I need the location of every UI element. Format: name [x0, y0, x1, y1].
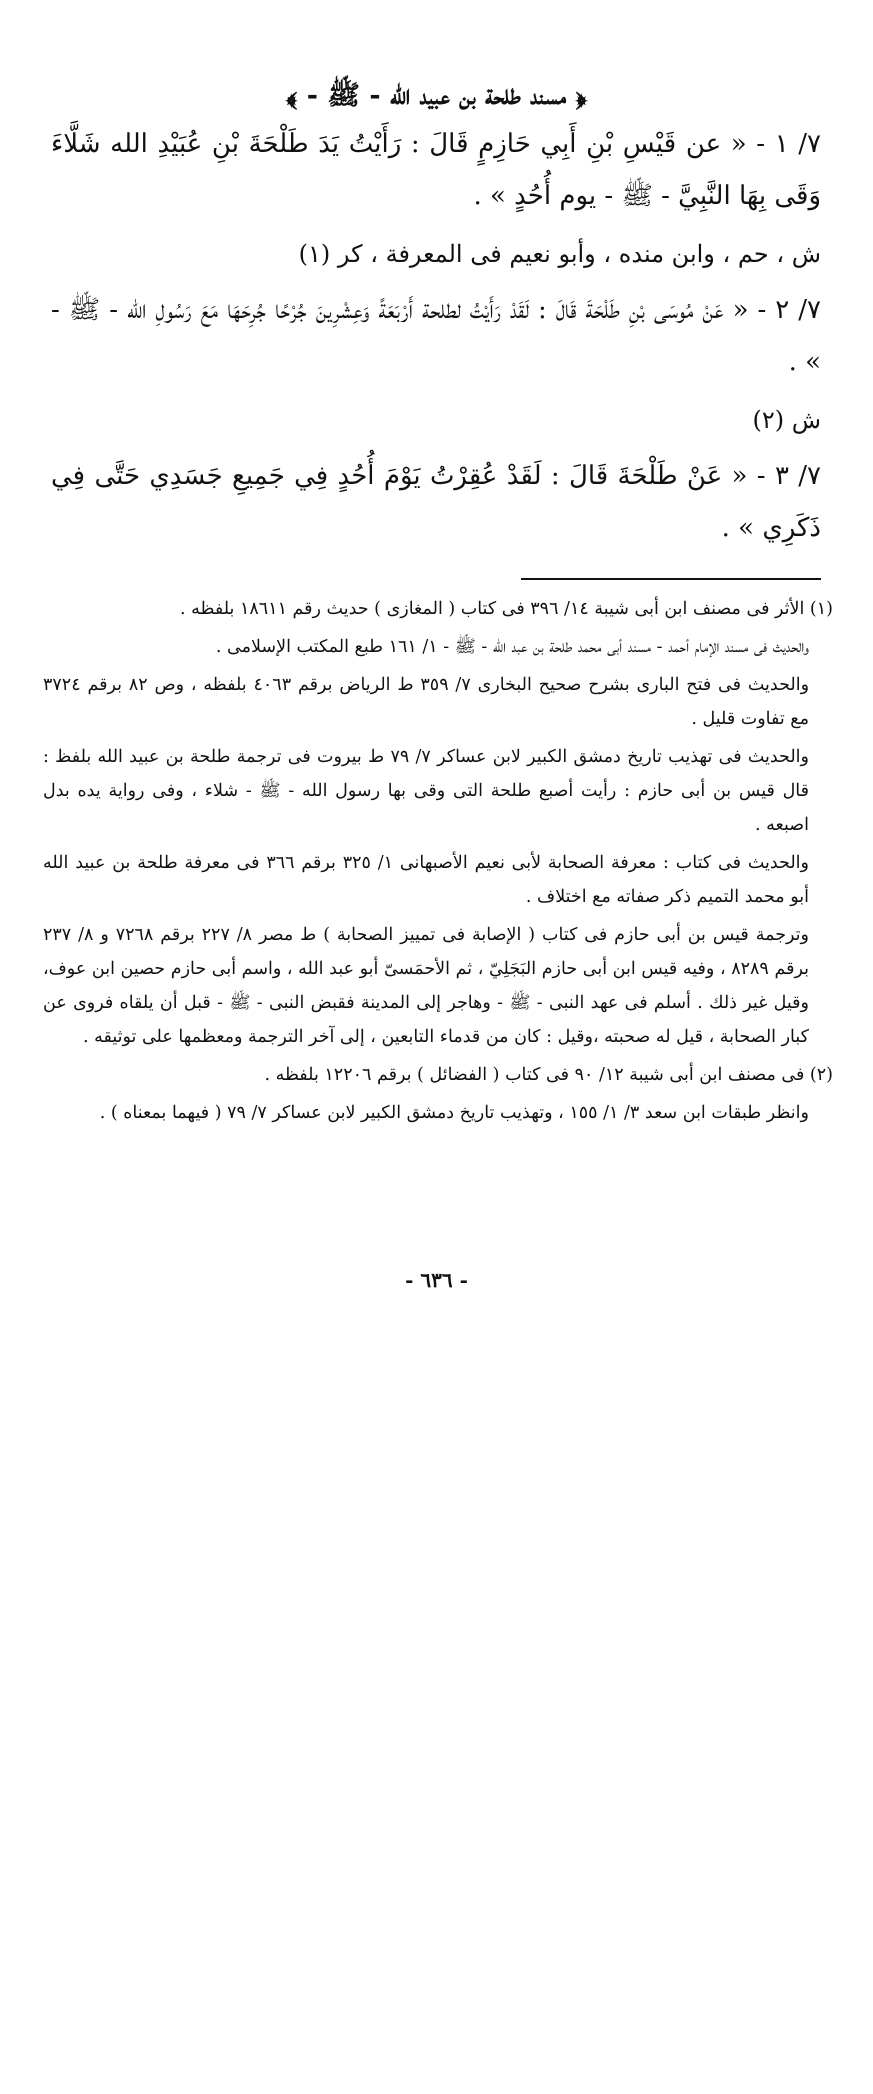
hadith-entry-2: ٧/ ٢ - « عَنْ مُوسَى بْنِ طَلْحَةَ قَالَ : لَقَدْ رَأَيْتُ لطلحة أَرْبَعَةً وَعِشْرِينَ جُرْحًا جُرِحَهَا مَعَ رَسُولِ الله - ﷺ - » . [51, 295, 821, 377]
hadith-entry-3: ٧/ ٣ - « عَنْ طَلْحَةَ قَالَ : لَقَدْ عُقِرْتُ يَوْمَ أُحُدٍ فِي جَمِيعِ جَسَدِي حَتَّى فِي ذَكَرِي » . [51, 461, 821, 543]
footnote-line: والحديث فى تهذيب تاريخ دمشق الكبير لابن عساكر ٧/ ٧٩ ط بيروت فى ترجمة طلحة بن عبيد الله بلفظ : قال قيس بن أبى حازم : رأيت أصبع طلحة التى وقى بها رسول الله - ﷺ - شلاء ، وفى رواية يده بدل اصبعه . [43, 747, 809, 835]
hadith-source-2: ش (٢) [752, 406, 821, 434]
footnote-divider [521, 578, 821, 580]
footnote-2: (٢) فى مصنف ابن أبى شيبة ١٢/ ٩٠ فى كتاب ( الفضائل ) برقم ١٢٢٠٦ بلفظه . [264, 1065, 833, 1085]
page-number: - ٦٣٦ - [405, 1268, 468, 1292]
footnote-1: (١) الأثر فى مصنف ابن أبى شيبة ١٤/ ٣٩٦ فى كتاب ( المغازى ) حديث رقم ١٨٦١١ بلفظه . [180, 599, 833, 619]
hadith-entry-1: ٧/ ١ - « عن قَيْسِ بْنِ أَبِي حَازِمٍ قَالَ : رَأَيْتُ يَدَ طَلْحَةَ بْنِ عُبَيْدِ الله شَلَّاءَ وَقَى بِهَا النَّبِيَّ - ﷺ - يوم أُحُدٍ » . [51, 129, 822, 211]
footnote-line: والحديث فى كتاب : معرفة الصحابة لأبى نعيم الأصبهانى ١/ ٣٢٥ برقم ٣٦٦ فى معرفة طلحة بن عبيد الله أبو محمد التميم ذكر صفاته مع اختلاف . [43, 853, 809, 907]
footnote-line: وترجمة قيس بن أبى حازم فى كتاب ( الإصابة فى تمييز الصحابة ) ط مصر ٨/ ٢٢٧ برقم ٧٢٦٨ و ٨/ ٢٣٧ برقم ٨٢٨٩ ، وفيه قيس ابن أبى حازم البَجَلِيّ ، ثم الأحمَسىّ أبو عبد الله ، واسم أبى حازم حصين ابن عوف، وقيل غير ذلك . أسلم فى عهد النبى - ﷺ - وهاجر إلى المدينة فقبض النبى - ﷺ - قبل أن يلقاه فروى عن كبار الصحابة ، قيل له صحبته ،وقيل : كان من قدماء التابعين ، إلى آخر الترجمة ومعظمها على توثيقه . [43, 925, 809, 1047]
footnote-line: والحديث فى فتح البارى بشرح صحيح البخارى ٧/ ٣٥٩ ط الرياض برقم ٤٠٦٣ بلفظه ، وص ٨٢ برقم ٣٧٢٤ مع تفاوت قليل . [43, 675, 810, 729]
page-title: ﴿ مسند طلحة بن عبيد الله - ﷺ - ﴾ [286, 80, 587, 111]
footnote-line: وانظر طبقات ابن سعد ٣/ ١/ ١٥٥ ، وتهذيب تاريخ دمشق الكبير لابن عساكر ٧/ ٧٩ ( فيهما بمعناه ) . [99, 1103, 809, 1123]
footnotes [43, 592, 833, 1134]
footnote-line: والحديث فى مسند الإمام أحمد - مسند أبى محمد طلحة بن عبد الله - ﷺ - ١/ ١٦١ طبع المكتب الإسلامى . [215, 637, 809, 657]
main-text [51, 118, 821, 554]
hadith-source-1: ش ، حم ، وابن منده ، وأبو نعيم فى المعرفة ، كر (١) [298, 240, 821, 268]
